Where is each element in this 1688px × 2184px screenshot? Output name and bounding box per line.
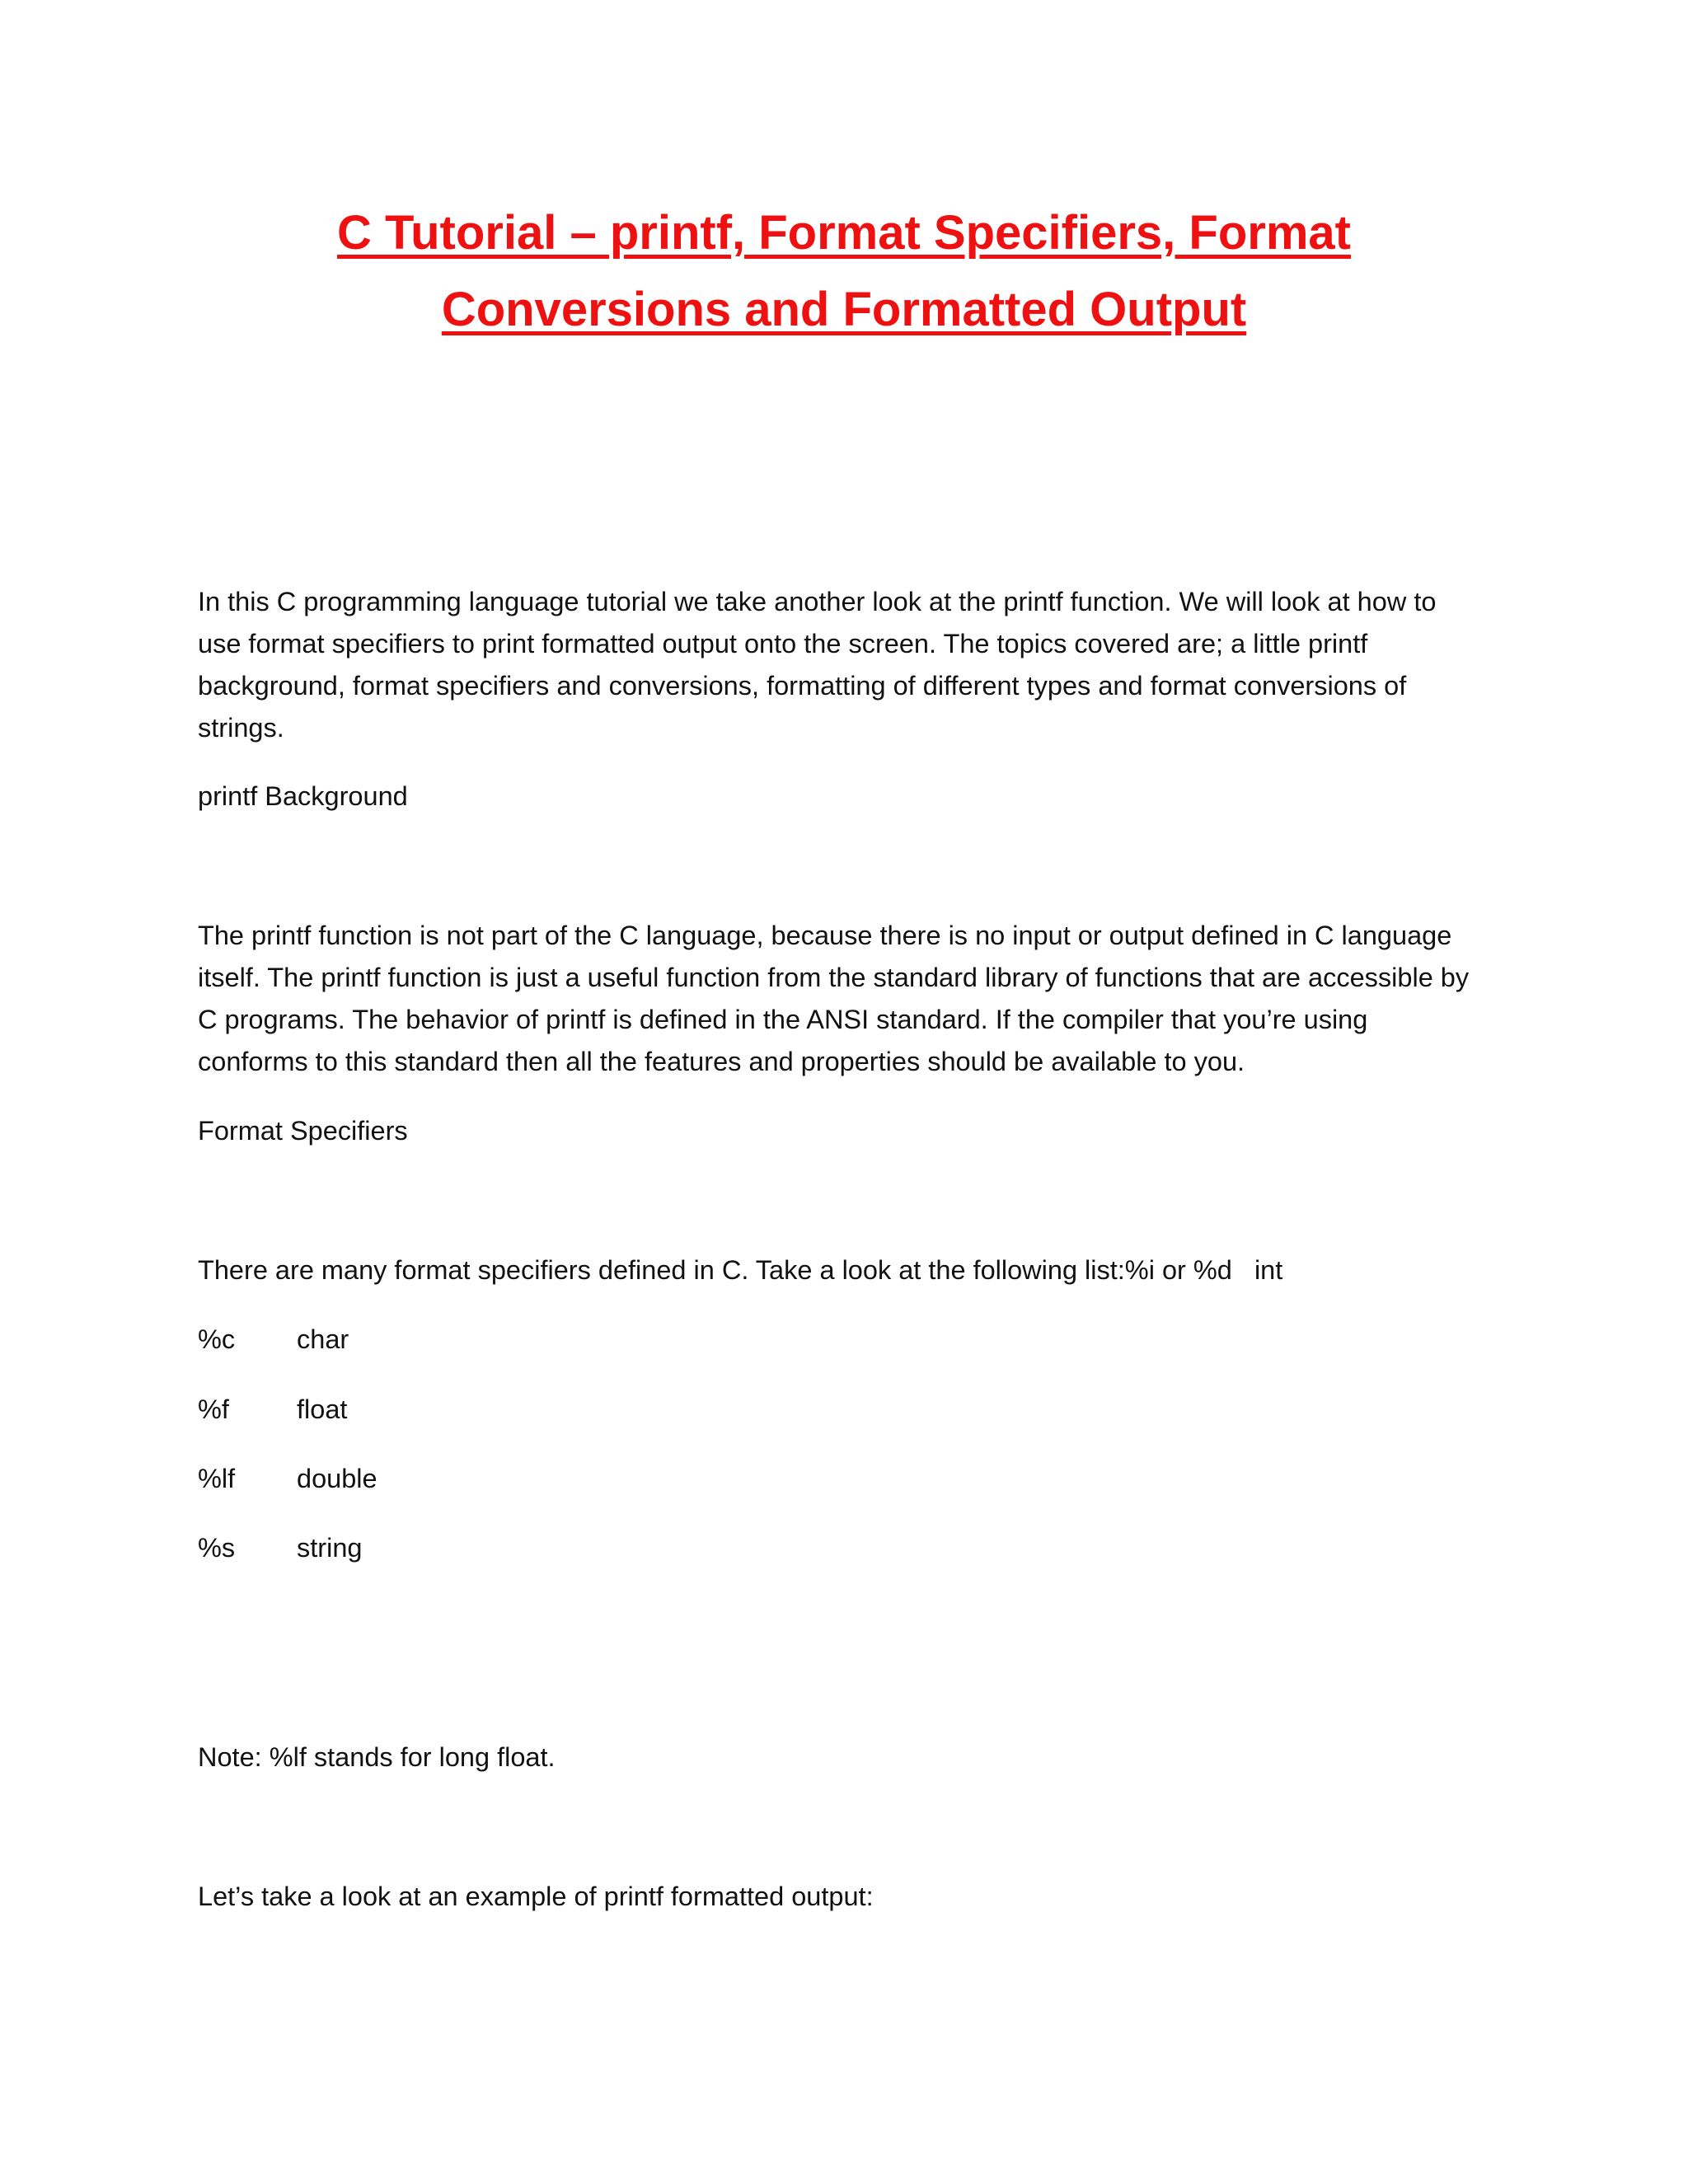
title-line-2: Conversions and Formatted Output <box>441 283 1247 336</box>
heading-printf-background: printf Background <box>198 781 408 811</box>
specifier-code: %lf <box>198 1464 236 1493</box>
example-intro: Let’s take a look at an example of printf formatted output: <box>198 1882 874 1911</box>
specifier-type: char <box>297 1324 349 1354</box>
intro-paragraph: In this C programming language tutorial we take another look at the printf function. We will look at how to use format specifiers to print formatted output onto the screen. The topics covered are; a little printf background, format specifiers and conversions, formatting of different types and format conversions of strings. <box>198 587 1437 743</box>
specifier-row-string <box>198 1527 362 1569</box>
specifier-row-float <box>198 1389 347 1431</box>
note-text: Note: %lf stands for long float. <box>198 1742 556 1772</box>
specifier-type: string <box>297 1533 363 1563</box>
heading-format-specifiers: Format Specifiers <box>198 1116 408 1146</box>
specifier-code: %c <box>198 1324 236 1354</box>
specifier-row-double <box>198 1458 377 1500</box>
specifier-type: float <box>297 1394 348 1424</box>
title-line-1: C Tutorial – printf, Format Specifiers, Format <box>337 206 1351 260</box>
document-title <box>198 194 1490 348</box>
specifier-row-char <box>198 1319 349 1361</box>
specifier-code: %s <box>198 1533 236 1563</box>
specifiers-intro: There are many format specifiers defined in C. Take a look at the following list:%i or %d int <box>198 1255 1283 1285</box>
background-paragraph: The printf function is not part of the C language, because there is no input or output defined in C language itself. The printf function is just a useful function from the standard library of functions that are accessible by C programs. The behavior of printf is defined in the ANSI standard. If the compiler that you’re using conforms to this standard then all the features and properties should be available to you. <box>198 921 1470 1076</box>
specifier-type: double <box>297 1464 377 1493</box>
specifier-code: %f <box>198 1394 229 1424</box>
